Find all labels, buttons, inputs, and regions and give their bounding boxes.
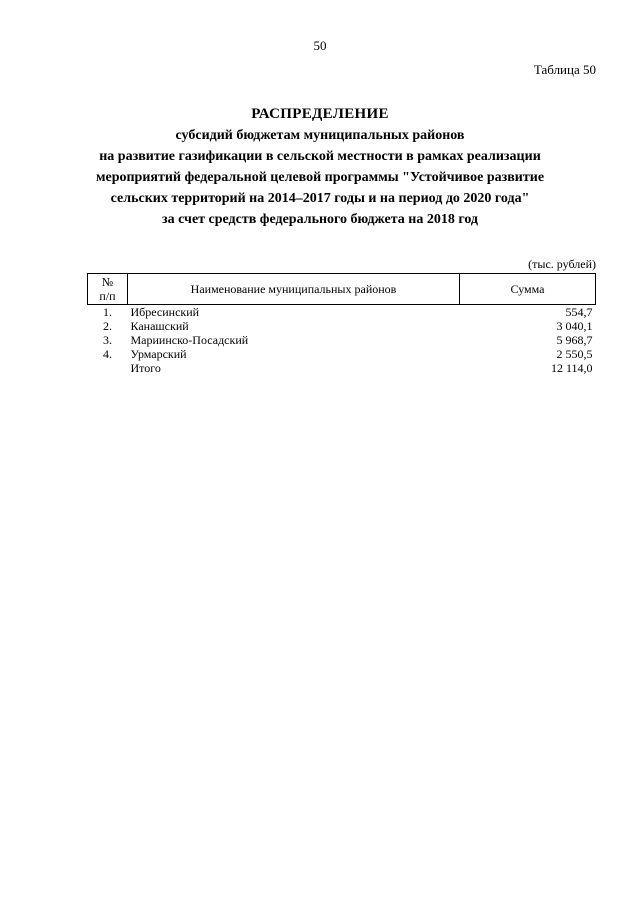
row-sum: 5 968,7 (556, 333, 593, 347)
header-number (88, 274, 128, 305)
units-label: (тыс. рублей) (528, 257, 596, 271)
title-line: субсидий бюджетам муниципальных районов (175, 128, 465, 143)
total-number (88, 361, 128, 375)
header-sum: Сумма (460, 274, 596, 305)
row-district: Канашский (130, 319, 189, 333)
total-row (88, 361, 596, 375)
header-number-symbol: № (101, 275, 114, 289)
title-main: РАСПРЕДЕЛЕНИЕ (251, 106, 389, 122)
title-line: на развитие газификации в сельской местности в рамках реализации (99, 149, 541, 164)
total-sum: 12 114,0 (550, 361, 593, 375)
table-row (88, 333, 596, 347)
table-row (88, 347, 596, 361)
title-line: мероприятий федеральной целевой программы "Устойчивое развитие (95, 170, 545, 185)
document-title (70, 104, 570, 230)
total-label: Итого (130, 361, 161, 375)
table-label: Таблица 50 (533, 62, 596, 77)
row-district: Мариинско-Посадский (130, 333, 249, 347)
row-number: 1. (103, 305, 112, 319)
row-district: Урмарский (130, 347, 187, 361)
header-district-name: Наименование муниципальных районов (128, 274, 460, 305)
row-sum: 3 040,1 (556, 319, 593, 333)
header-number-abbr: п/п (99, 289, 116, 303)
row-number: 2. (103, 319, 112, 333)
row-sum: 554,7 (565, 305, 593, 319)
table-header-row (88, 274, 596, 305)
title-line: за счет средств федерального бюджета на 2018 год (161, 212, 479, 227)
row-district: Ибресинский (130, 305, 200, 319)
page-number: 50 (313, 38, 327, 53)
row-number: 4. (103, 347, 112, 361)
table-row (88, 305, 596, 320)
row-number: 3. (103, 333, 112, 347)
row-sum: 2 550,5 (556, 347, 593, 361)
table-row (88, 319, 596, 333)
subsidy-table (87, 273, 596, 375)
title-line: сельских территорий на 2014–2017 годы и на период до 2020 года" (110, 191, 530, 206)
